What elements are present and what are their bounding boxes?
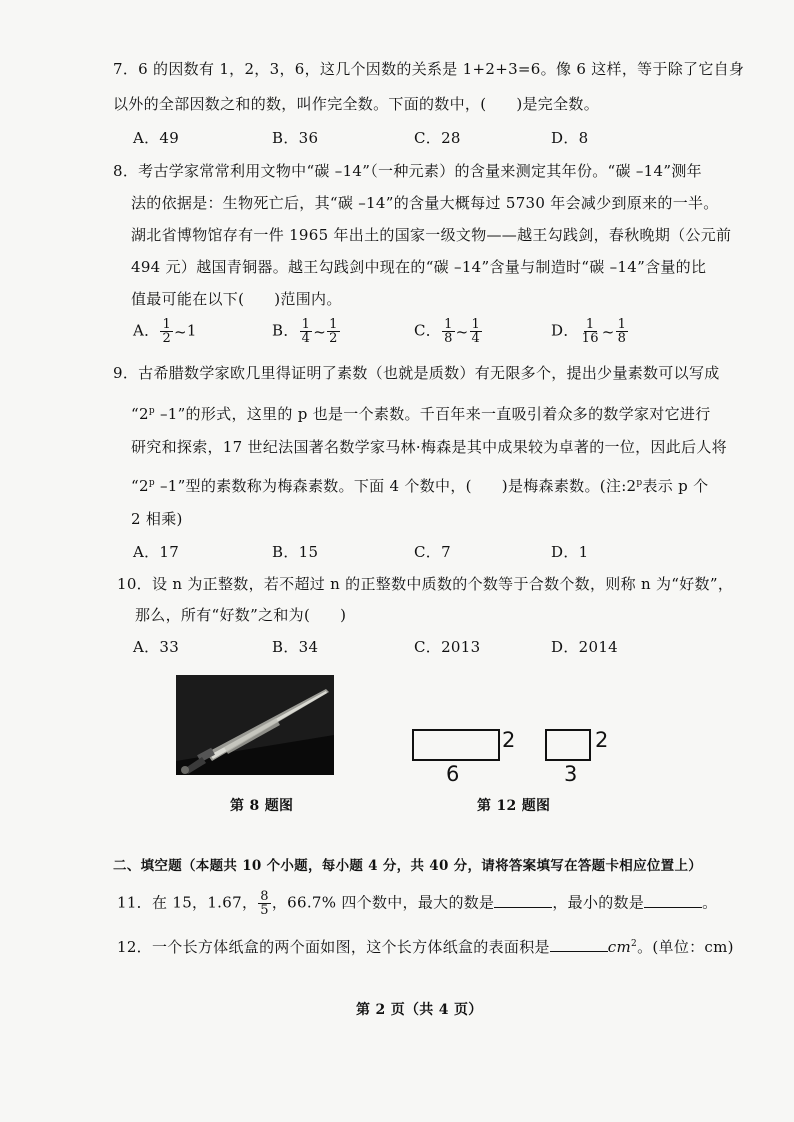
fig8-caption: 第 8 题图 [230, 798, 294, 814]
q8-line3: 湖北省博物馆存有一件 1965 年出土的国家一级文物——越王勾践剑，春秋晚期（公元前 [131, 226, 732, 244]
q9-line2: “2$^p$ –1”的形式，这里的 p 也是一个素数。千百年来一直吸引着众多的数学家对它进行 [131, 405, 711, 423]
fraction: $\frac{1}{8}$ [444, 317, 453, 346]
sword-illustration [176, 675, 334, 775]
rectangle-6x2 [412, 729, 500, 761]
fraction: $\frac{1}{2}$ [329, 317, 338, 346]
q8-option-b[interactable]: B． $\frac{1}{4}$ ~ $\frac{1}{2}$ [272, 317, 338, 346]
fraction: $\frac{1}{16}$ [581, 317, 599, 346]
answer-blank-max[interactable] [494, 893, 552, 908]
q10-line1: 10．设 n 为正整数，若不超过 n 的正整数中质数的个数等于合数个数，则称 n 为“好数”， [117, 575, 734, 593]
q7-option-c[interactable]: C．28 [414, 129, 461, 147]
q9-line3: 研究和探索，17 世纪法国著名数学家马林·梅森是其中成果较为卓著的一位，因此后人将 [131, 438, 727, 456]
q10-option-c[interactable]: C．2013 [414, 638, 481, 656]
answer-blank-area[interactable] [550, 937, 608, 952]
q8-option-d[interactable]: D． $\frac{1}{16}$ ~ $\frac{1}{8}$ [551, 317, 627, 346]
q7-line2 [113, 93, 599, 115]
rectangle-3x2 [545, 729, 591, 761]
q9-option-b[interactable]: B．15 [272, 543, 319, 561]
section2-title: 二、填空题（本题共 10 个小题，每小题 4 分，共 40 分，请将答案填写在答题卡相应位置上） [113, 858, 703, 874]
fig12-caption: 第 12 题图 [477, 798, 551, 814]
page-footer: 第 2 页（共 4 页） [356, 1002, 483, 1018]
fraction: $\frac{1}{8}$ [617, 317, 627, 346]
q9-line4: “2$^p$ –1”型的素数称为梅森素数。下面 4 个数中，( )是梅森素数。(注:2$^p$表示 p 个 [131, 477, 709, 495]
q8-line1: 8．考古学家常常利用文物中“碳 –14”（一种元素）的含量来测定其年份。“碳 –14”测年 [113, 162, 702, 180]
rect2-height-label: 2 [595, 728, 609, 752]
fraction: $\frac{1}{4}$ [471, 317, 481, 346]
q8-option-c[interactable]: C． $\frac{1}{8}$ ~ $\frac{1}{4}$ [414, 317, 481, 346]
q9-option-a[interactable]: A．17 [133, 543, 180, 561]
q9-line5: 2 相乘) [131, 510, 183, 528]
option-letter: D． [551, 321, 579, 340]
rect1-height-label: 2 [502, 728, 516, 752]
q9-line1: 9．古希腊数学家欧几里得证明了素数（也就是质数）有无限多个，提出少量素数可以写成 [113, 364, 720, 382]
q8-line5 [131, 288, 342, 310]
q7-option-a[interactable]: A．49 [133, 129, 180, 147]
q8-line5-text: 值最可能在以下( [131, 290, 245, 308]
option-letter: C． [414, 321, 442, 340]
q10-option-b[interactable]: B．34 [272, 638, 319, 656]
q7-line2-tail: )是完全数。 [516, 95, 600, 113]
q8-option-a[interactable]: A． $\frac{1}{2}$ ~1 [133, 317, 197, 346]
q10-option-a[interactable]: A．33 [133, 638, 180, 656]
option-letter: B． [272, 321, 299, 340]
q8-line5-tail: )范围内。 [274, 290, 342, 308]
fraction: $\frac{8}{5}$ [260, 889, 269, 918]
fraction: $\frac{1}{2}$ [162, 317, 172, 346]
q8-line2: 法的依据是：生物死亡后，其“碳 –14”的含量大概每过 5730 年会减少到原来的一半。 [131, 194, 719, 212]
answer-blank-min[interactable] [644, 893, 702, 908]
q7-option-b[interactable]: B．36 [272, 129, 319, 147]
fraction: $\frac{1}{4}$ [301, 317, 311, 346]
q9-option-c[interactable]: C．7 [414, 543, 451, 561]
q7-line2-text: 以外的全部因数之和的数，叫作完全数。下面的数中，( [113, 95, 487, 113]
q7-option-d[interactable]: D．8 [551, 129, 589, 147]
rect2-width-label: 3 [564, 762, 578, 786]
q12: 12．一个长方体纸盒的两个面如图，这个长方体纸盒的表面积是 $cm^2$。(单位：cm) [117, 938, 734, 956]
q8-line4: 494 元）越国青铜器。越王勾践剑中现在的“碳 –14”含量与制造时“碳 –14”含量的比 [131, 258, 707, 276]
q10-line2: 那么，所有“好数”之和为( ) [135, 606, 347, 624]
q10-option-d[interactable]: D．2014 [551, 638, 619, 656]
option-letter: A． [133, 321, 160, 340]
q7-line1: 7．6 的因数有 1，2，3，6，这几个因数的关系是 1+2+3=6。像 6 这样，等于除了它自身 [113, 60, 745, 78]
q9-option-d[interactable]: D．1 [551, 543, 589, 561]
sword-photo [176, 675, 334, 775]
q11: 11．在 15，1.67， $\frac{8}{5}$ ，66.7% 四个数中，最大的数是 ，最小的数是 。 [117, 889, 718, 918]
rect1-width-label: 6 [446, 762, 460, 786]
